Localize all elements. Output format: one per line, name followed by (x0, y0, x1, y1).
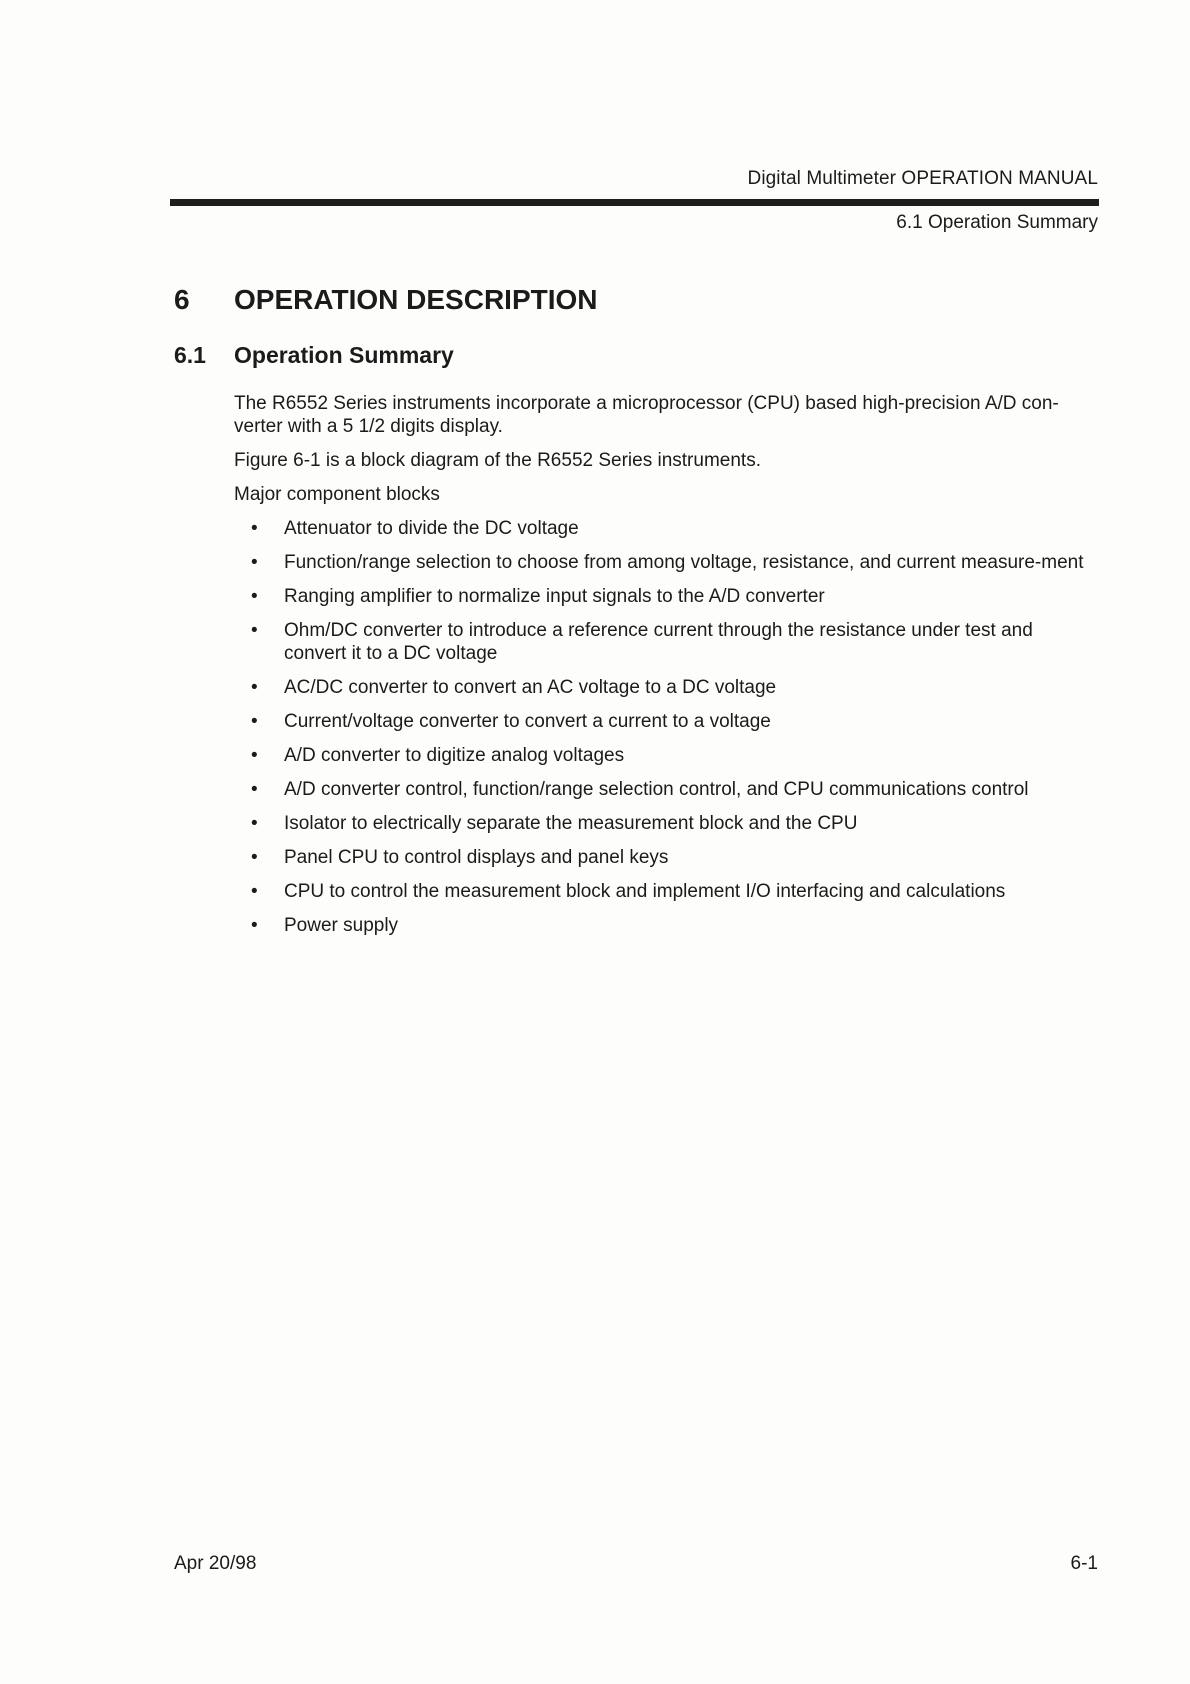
list-item: • Power supply (251, 915, 399, 936)
list-item: • CPU to control the measurement block and implement I/O interfacing and calculations (251, 881, 1006, 902)
page-number: 6-1 (1070, 1553, 1098, 1574)
bullet-icon: • (251, 779, 258, 800)
list-item: • Attenuator to divide the DC voltage (251, 518, 579, 539)
running-header-title: Digital Multimeter OPERATION MANUAL (747, 168, 1098, 189)
bullet-icon: • (251, 745, 258, 766)
list-item: • AC/DC converter to convert an AC voltage to a DC voltage (251, 677, 777, 698)
bullet-icon: • (251, 881, 258, 902)
bullet-icon: • (251, 518, 258, 539)
list-item: • A/D converter control, function/range selection control, and CPU communications control (251, 779, 1029, 800)
bullet-icon: • (251, 552, 258, 573)
bullet-icon: • (251, 586, 258, 607)
section-number: 6.1 (174, 342, 206, 368)
chapter-number: 6 (174, 284, 190, 315)
component-list (234, 517, 1096, 937)
figure-reference-paragraph: Figure 6-1 is a block diagram of the R6552 Series instruments. (234, 450, 761, 471)
component-list-intro: Major component blocks (234, 484, 440, 505)
list-item: • Panel CPU to control displays and panel keys (251, 847, 669, 868)
footer-date: Apr 20/98 (174, 1553, 257, 1574)
chapter-heading (174, 284, 598, 316)
list-item: • Current/voltage converter to convert a current to a voltage (251, 711, 771, 732)
section-heading (174, 342, 454, 369)
list-item: • Function/range selection to choose from among voltage, resistance, and current measure-ment (251, 552, 1084, 573)
running-header-section: 6.1 Operation Summary (896, 212, 1098, 233)
chapter-title: OPERATION DESCRIPTION (234, 284, 598, 315)
bullet-icon: • (251, 677, 258, 698)
list-item: • Isolator to electrically separate the measurement block and the CPU (251, 813, 858, 834)
section-title: Operation Summary (234, 342, 454, 368)
bullet-icon: • (251, 620, 258, 641)
bullet-icon: • (251, 915, 258, 936)
body-text (234, 392, 1096, 948)
bullet-icon: • (251, 813, 258, 834)
list-item: • Ranging amplifier to normalize input signals to the A/D converter (251, 586, 825, 607)
bullet-icon: • (251, 711, 258, 732)
list-item: • Ohm/DC converter to introduce a reference current through the resistance under test and convert it to a DC voltage (251, 620, 1033, 664)
header-rule (170, 199, 1099, 206)
bullet-icon: • (251, 847, 258, 868)
list-item: • A/D converter to digitize analog voltages (251, 745, 625, 766)
intro-paragraph: The R6552 Series instruments incorporate a microprocessor (CPU) based high-precision A/D con-verter with a 5 1/2 digits display. (234, 393, 1059, 437)
